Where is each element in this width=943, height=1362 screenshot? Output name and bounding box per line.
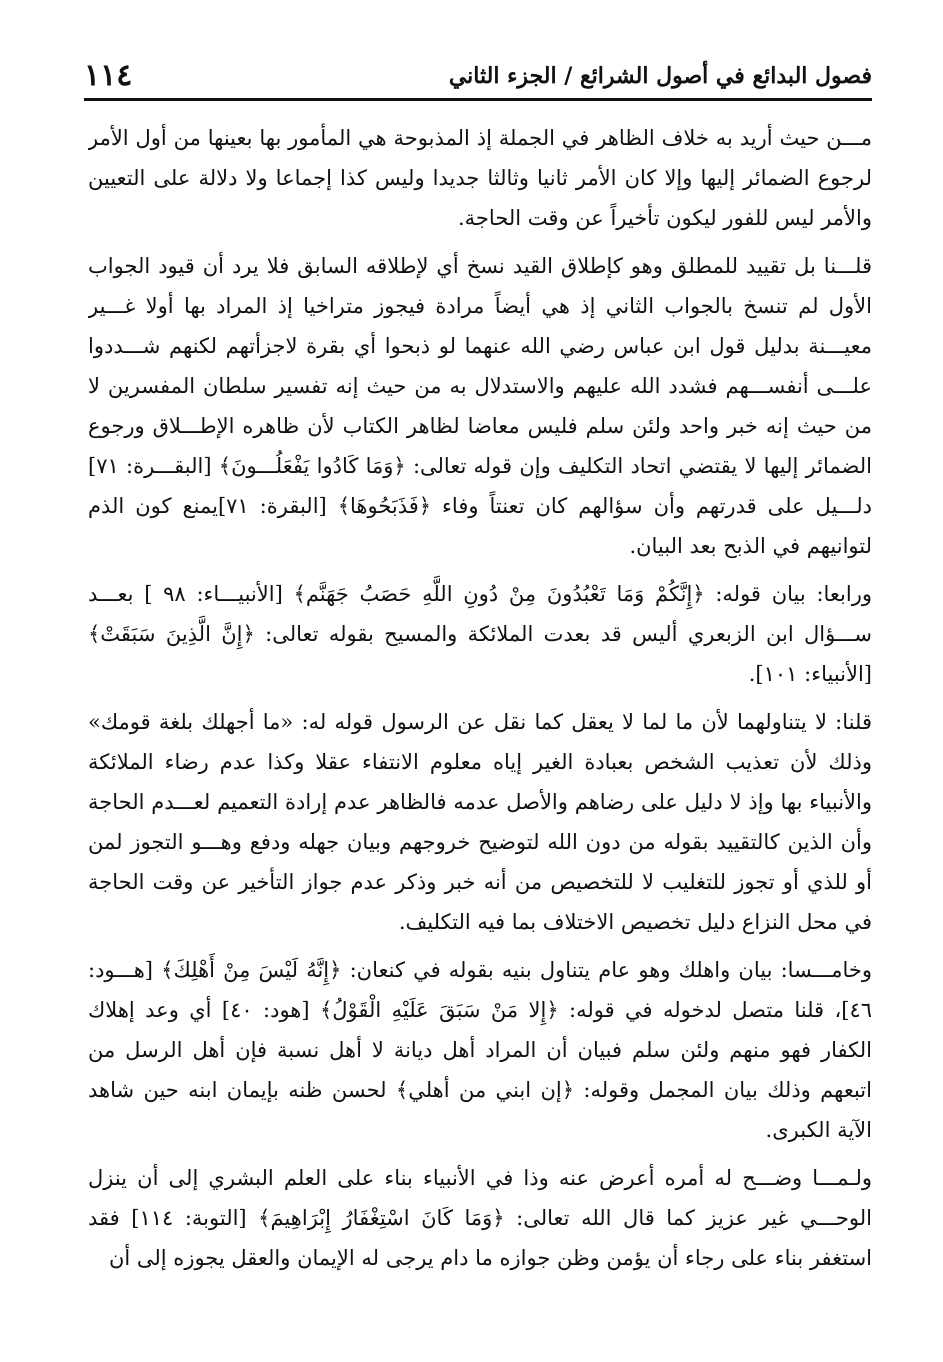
paragraph-4: قلنا: لا يتناولهما لأن ما لما لا يعقل كما نقل عن الرسول قوله له: «ما أجهلك بلغة قومك» وذلك لأن تعذيب الشخص بعبادة الغير إياه معلوم الانتفاء عقلا وكذا عدم رضاء الملائكة والأنبياء بها وإذ لا دليل على رضاهم والأصل عدمه فالظاهر عدم إرادة التعميم لعـــدم الحاجة وأن الذين كالتقييد بقوله من دون الله لتوضيح خروجهم وبيان جهله ودفع وهـــو التجوز لمن أو للذي أو تجوز للتغليب لا للتخصيص من أنه خبر وذكر عدم جواز التأخير عن وقت الحاجة في محل النزاع دليل تخصيص الاختلاف بما فيه التكليف. bbox=[88, 710, 872, 934]
running-title: فصول البدائع في أصول الشرائع / الجزء الثاني bbox=[448, 63, 872, 89]
paragraph-2: قلـــنا بل تقييد للمطلق وهو كإطلاق القيد نسخ أي لإطلاقه السابق فلا يرد أن قيود الجواب الأول لم تنسخ بالجواب الثاني إذ هي أيضاً مرادة فيجوز متراخيا إذ المراد بها أولا غـــير معيـــنة بدليل قول ابن عباس رضي الله عنهما لو ذبحوا أي بقرة لاجزأتهم لكنهم شـــددوا علـــى أنفســـهم فشدد الله عليهم والاستدلال به من حيث إنه تفسير سلطان المفسرين لا من حيث إنه خبر واحد ولئن سلم فليس معاضا لظاهر الكتاب لأن ظاهره الإطـــلاق ورجوع الضمائر إليها لا يقتضي اتحاد التكليف وإن قوله تعالى: ﴿وَمَا كَادُوا يَفْعَلُـــونَ﴾ [البقـــرة: ٧١] دلـــيل على قدرتهم وأن سؤالهم كان تعنتاً وفاء ﴿فَذَبَحُوهَا﴾ [البقرة: ٧١]يمنع كون الذم لتوانيهم في الذبح بعد البيان. bbox=[88, 254, 872, 558]
paragraph-3: ورابعا: بيان قوله: ﴿إِنَّكُمْ وَمَا تَعْبُدُونَ مِنْ دُونِ اللَّهِ حَصَبُ جَهَنَّم﴾ [الأنبيـــاء: ٩٨ ] بعـــد ســـؤال ابن الزبعري أليس قد بعدت الملائكة والمسيح بقوله تعالى: ﴿إِنَّ الَّذِينَ سَبَقَتْ﴾ [الأنبياء: ١٠١]. bbox=[88, 582, 872, 686]
paragraph-5: وخامـــسا: بيان واهلك وهو عام يتناول بنيه بقوله في كنعان: ﴿إِنَّهُ لَيْسَ مِنْ أَهْلِكَ﴾ [هـــود: ٤٦]، قلنا متصل لدخوله في قوله: ﴿إِلا مَنْ سَبَقَ عَلَيْهِ الْقَوْلُ﴾ [هود: ٤٠] أي وعد إهلاك الكفار فهو منهم ولئن سلم فبيان أن المراد أهل ديانة لا أهل نسبة فإن أهل الرسل من اتبعهم وذلك بيان المجمل وقوله: ﴿إن ابني من أهلي﴾ لحسن ظنه بإيمان ابنه حين شاهد الآية الكبرى. bbox=[88, 958, 872, 1142]
page-body bbox=[88, 118, 872, 1338]
page-header bbox=[84, 48, 872, 101]
page-number: ١١٤ bbox=[84, 58, 133, 93]
paragraph-6: ولـمـــا وضـــح له أمره أعرض عنه وذا في الأنبياء بناء على العلم البشري إلى أن ينزل الوحـــي غير عزيز كما قال الله تعالى: ﴿وَمَا كَانَ اسْتِغْفَارُ إِبْرَاهِيمَ﴾ [التوبة: ١١٤] فقد استغفر بناء على رجاء أن يؤمن وظن جوازه ما دام يرجى له الإيمان والعقل يجوزه إلى أن bbox=[88, 1166, 872, 1270]
paragraph-1: مـــن حيث أريد به خلاف الظاهر في الجملة إذ المذبوحة هي المأمور بها بعينها من أول الأمر لرجوع الضمائر إليها وإلا كان الأمر ثانيا وثالثا جديدا وليس كذا إجماعا ولا دلالة على التعيين والأمر ليس للفور ليكون تأخيراً عن وقت الحاجة. bbox=[88, 126, 872, 230]
